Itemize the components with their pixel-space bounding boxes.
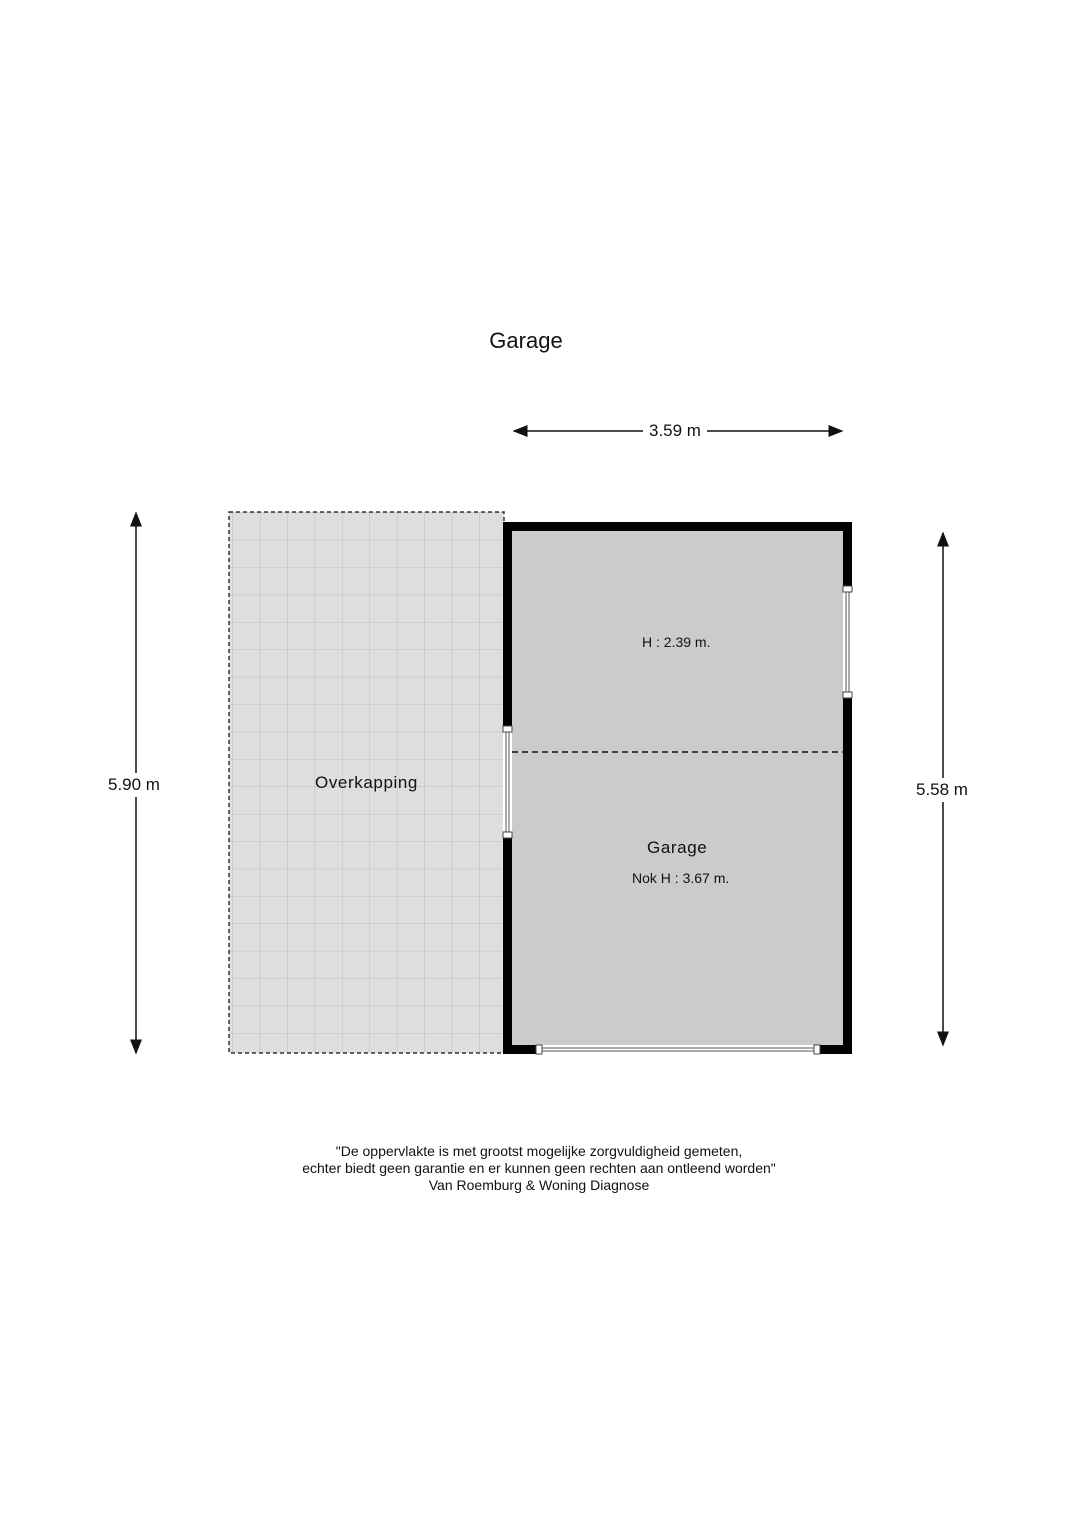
disclaimer bbox=[0, 1143, 1078, 1194]
garage-upper-height-label: H : 2.39 m. bbox=[642, 634, 711, 650]
overkapping-label: Overkapping bbox=[315, 773, 418, 792]
disclaimer-line-1: "De oppervlakte is met grootst mogelijke zorgvuldigheid gemeten, bbox=[335, 1143, 743, 1159]
page-title: Garage bbox=[489, 328, 563, 353]
garage-room bbox=[503, 522, 852, 1054]
window-right bbox=[843, 586, 852, 698]
dimension-left-label: 5.90 m bbox=[108, 773, 160, 797]
dimension-width-label: 3.59 m bbox=[643, 421, 707, 441]
disclaimer-line-2: echter biedt geen garantie en er kunnen geen rechten aan ontleend worden" bbox=[302, 1160, 776, 1176]
window-left bbox=[503, 726, 512, 838]
disclaimer-line-3: Van Roemburg & Woning Diagnose bbox=[428, 1177, 650, 1193]
garage-door bbox=[536, 1045, 820, 1054]
garage-label: Garage bbox=[647, 838, 708, 857]
garage-ridge-height-label: Nok H : 3.67 m. bbox=[632, 870, 730, 886]
dimension-right-label: 5.58 m bbox=[916, 778, 968, 802]
